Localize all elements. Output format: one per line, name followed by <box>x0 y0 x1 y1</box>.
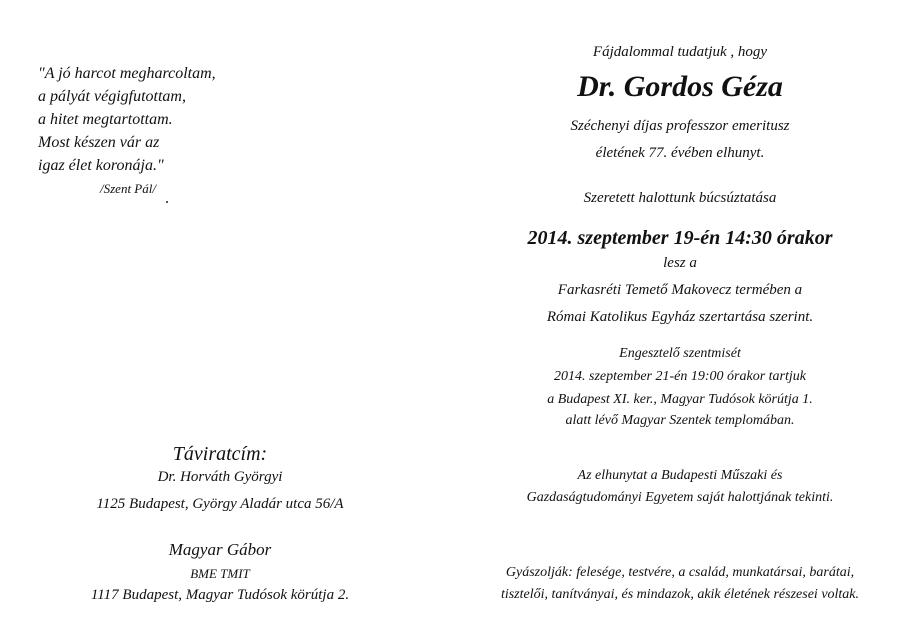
mourners-line-2: tisztelői, tanítványai, és mindazok, akik életének részesei voltak. <box>500 587 860 602</box>
lesz-line: lesz a <box>663 255 697 271</box>
stray-dot <box>166 201 168 203</box>
funeral-datetime: 2014. szeptember 19-én 14:30 órakor <box>527 227 833 249</box>
university-line-2: Gazdaságtudományi Egyetem saját halottjának tekinti. <box>526 490 834 505</box>
quote-line: igaz élet koronája." <box>38 157 164 174</box>
contact2-name: Magyar Gábor <box>168 540 272 559</box>
notice-intro: Fájdalommal tudatjuk , hogy <box>592 44 768 60</box>
contact1-name: Dr. Horváth Györgyi <box>157 469 283 485</box>
quote-line: a pályát végigfutottam, <box>38 88 186 105</box>
venue-line-1: Farkasréti Temető Makovecz termében a <box>557 282 803 298</box>
mass-line-3: alatt lévő Magyar Szentek templomában. <box>565 413 795 428</box>
university-line-1: Az elhunytat a Budapesti Műszaki és <box>577 468 783 483</box>
mass-line-2: a Budapest XI. ker., Magyar Tudósok körútja 1. <box>547 392 813 407</box>
contact1-address: 1125 Budapest, György Aladár utca 56/A <box>96 496 344 512</box>
bible-quote <box>38 62 216 200</box>
farewell-intro: Szeretett halottunk búcsúztatása <box>583 190 777 206</box>
quote-line: Most készen vár az <box>38 134 160 151</box>
deceased-title: Széchenyi díjas professzor emeritusz <box>570 118 790 134</box>
mass-title: Engesztelő szentmisét <box>619 346 741 361</box>
deceased-name: Dr. Gordos Géza <box>577 70 783 103</box>
quote-line: a hitet megtartottam. <box>38 111 173 128</box>
telegram-title: Táviratcím: <box>172 443 268 465</box>
mass-line-1: 2014. szeptember 21-én 19:00 órakor tartjuk <box>554 369 806 384</box>
contact2-org: BME TMIT <box>190 566 250 581</box>
contact2-address: 1117 Budapest, Magyar Tudósok körútja 2. <box>90 587 350 603</box>
age-line: életének 77. évében elhunyt. <box>595 145 765 161</box>
mourners-line-1: Gyászolják: felesége, testvére, a család, munkatársai, barátai, <box>505 565 855 580</box>
quote-author: /Szent Pál/ <box>100 181 156 196</box>
venue-line-2: Római Katolikus Egyház szertartása szerint. <box>546 309 814 325</box>
quote-line: "A jó harcot megharcoltam, <box>38 65 216 82</box>
